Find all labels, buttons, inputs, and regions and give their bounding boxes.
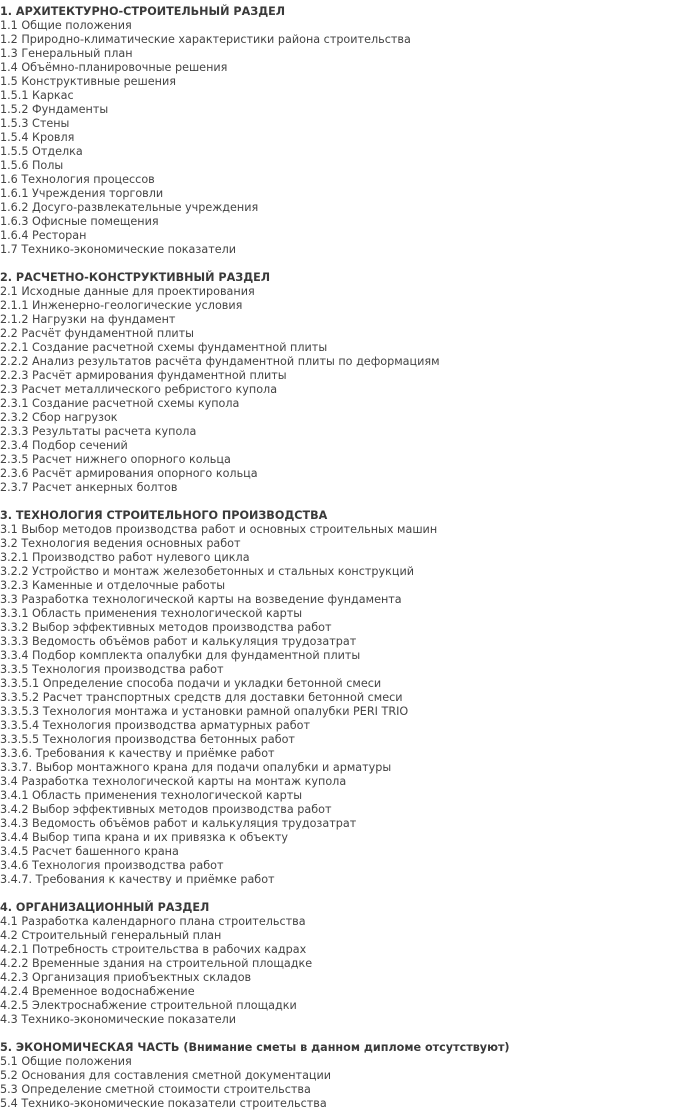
toc-item: 3.3.5.3 Технология монтажа и установки рамной опалубки PERI TRIO	[0, 705, 409, 718]
section-title: 4. ОРГАНИЗАЦИОННЫЙ РАЗДЕЛ	[0, 901, 210, 914]
toc-item: 4.2.3 Организация приобъектных складов	[0, 971, 252, 984]
toc-item: 2.3.7 Расчет анкерных болтов	[0, 481, 178, 494]
toc-item: 4.2 Строительный генеральный план	[0, 929, 222, 942]
toc-item: 3.1 Выбор методов производства работ и основных строительных машин	[0, 523, 438, 536]
toc-item: 1.5.6 Полы	[0, 159, 64, 172]
toc-item: 1.2 Природно-климатические характеристики района строительства	[0, 33, 411, 46]
toc-item: 2.3.4 Подбор сечений	[0, 439, 128, 452]
toc-item: 1.5.5 Отделка	[0, 145, 83, 158]
toc-item: 3.4.1 Область применения технологической карты	[0, 789, 303, 802]
toc-item: 3.4.3 Ведомость объёмов работ и калькуляция трудозатрат	[0, 817, 357, 830]
toc-item: 2.3.6 Расчёт армирования опорного кольца	[0, 467, 258, 480]
toc-item: 2.2 Расчёт фундаментной плиты	[0, 327, 194, 340]
toc-item: 1.6.3 Офисные помещения	[0, 215, 159, 228]
toc-section-1	[0, 4, 700, 257]
toc-item: 3.4.6 Технология производства работ	[0, 859, 224, 872]
toc-section-5	[0, 1040, 700, 1111]
toc-item: 1.5 Конструктивные решения	[0, 75, 176, 88]
toc-item: 1.6 Технология процессов	[0, 173, 155, 186]
toc-item: 3.3.4 Подбор комплекта опалубки для фундаментной плиты	[0, 649, 361, 662]
toc-item: 1.7 Технико-экономические показатели	[0, 243, 237, 256]
toc-item: 3.3.5 Технология производства работ	[0, 663, 224, 676]
toc-item: 2.3.2 Сбор нагрузок	[0, 411, 118, 424]
section-title: 2. РАСЧЕТНО-КОНСТРУКТИВНЫЙ РАЗДЕЛ	[0, 271, 271, 284]
toc-item: 1.3 Генеральный план	[0, 47, 133, 60]
toc-item: 4.2.2 Временные здания на строительной площадке	[0, 957, 313, 970]
toc-item: 1.5.1 Каркас	[0, 89, 74, 102]
toc-item: 2.1 Исходные данные для проектирования	[0, 285, 255, 298]
toc-item: 3.3 Разработка технологической карты на возведение фундамента	[0, 593, 402, 606]
toc-item: 1.6.1 Учреждения торговли	[0, 187, 164, 200]
toc-item: 3.2.3 Каменные и отделочные работы	[0, 579, 226, 592]
section-title: 3. ТЕХНОЛОГИЯ СТРОИТЕЛЬНОГО ПРОИЗВОДСТВА	[0, 509, 328, 522]
toc-item: 2.3.3 Результаты расчета купола	[0, 425, 197, 438]
toc-item: 3.4.4 Выбор типа крана и их привязка к объекту	[0, 831, 289, 844]
toc-item: 3.4 Разработка технологической карты на монтаж купола	[0, 775, 347, 788]
toc-item: 2.3.5 Расчет нижнего опорного кольца	[0, 453, 231, 466]
toc-item: 1.5.4 Кровля	[0, 131, 75, 144]
toc-item: 3.2 Технология ведения основных работ	[0, 537, 241, 550]
toc-item: 3.2.2 Устройство и монтаж железобетонных и стальных конструкций	[0, 565, 415, 578]
toc-item: 3.3.5.2 Расчет транспортных средств для доставки бетонной смеси	[0, 691, 403, 704]
toc-item: 3.3.6. Требования к качеству и приёмке работ	[0, 747, 275, 760]
toc-item: 3.3.5.5 Технология производства бетонных работ	[0, 733, 295, 746]
toc-section-3	[0, 508, 700, 887]
toc-item: 4.2.4 Временное водоснабжение	[0, 985, 195, 998]
toc-item: 5.1 Общие положения	[0, 1055, 132, 1068]
toc-section-4	[0, 900, 700, 1027]
toc-item: 2.1.2 Нагрузки на фундамент	[0, 313, 176, 326]
toc-item: 5.2 Основания для составления сметной документации	[0, 1069, 332, 1082]
toc-item: 3.4.5 Расчет башенного крана	[0, 845, 179, 858]
toc-item: 5.4 Технико-экономические показатели строительства	[0, 1097, 327, 1110]
section-title: 5. ЭКОНОМИЧЕСКАЯ ЧАСТЬ (Внимание сметы в данном дипломе отсутствуют)	[0, 1041, 510, 1054]
toc-item: 2.3.1 Создание расчетной схемы купола	[0, 397, 240, 410]
toc-item: 1.5.2 Фундаменты	[0, 103, 109, 116]
toc-item: 2.1.1 Инженерно-геологические условия	[0, 299, 243, 312]
toc-item: 4.1 Разработка календарного плана строительства	[0, 915, 306, 928]
toc-section-2	[0, 270, 700, 495]
toc-item: 2.2.3 Расчёт армирования фундаментной плиты	[0, 369, 287, 382]
toc-item: 4.2.5 Электроснабжение строительной площадки	[0, 999, 297, 1012]
toc-item: 5.3 Определение сметной стоимости строительства	[0, 1083, 311, 1096]
toc-item: 2.2.2 Анализ результатов расчёта фундаментной плиты по деформациям	[0, 355, 440, 368]
toc-item: 1.4 Объёмно-планировочные решения	[0, 61, 228, 74]
toc-item: 3.3.5.4 Технология производства арматурных работ	[0, 719, 310, 732]
toc-item: 2.2.1 Создание расчетной схемы фундаментной плиты	[0, 341, 328, 354]
toc-item: 1.6.2 Досуго-развлекательные учреждения	[0, 201, 259, 214]
toc-item: 3.4.2 Выбор эффективных методов производства работ	[0, 803, 332, 816]
toc-item: 4.2.1 Потребность строительства в рабочих кадрах	[0, 943, 307, 956]
toc-item: 3.4.7. Требования к качеству и приёмке работ	[0, 873, 275, 886]
toc-item: 2.3 Расчет металлического ребристого купола	[0, 383, 278, 396]
toc-item: 3.3.1 Область применения технологической карты	[0, 607, 303, 620]
toc-item: 3.2.1 Производство работ нулевого цикла	[0, 551, 250, 564]
toc-item: 1.5.3 Стены	[0, 117, 70, 130]
toc-item: 3.3.3 Ведомость объёмов работ и калькуляция трудозатрат	[0, 635, 357, 648]
toc-item: 3.3.5.1 Определение способа подачи и укладки бетонной смеси	[0, 677, 382, 690]
section-title: 1. АРХИТЕКТУРНО-СТРОИТЕЛЬНЫЙ РАЗДЕЛ	[0, 5, 286, 18]
toc-item: 1.1 Общие положения	[0, 19, 132, 32]
toc-item: 3.3.2 Выбор эффективных методов производства работ	[0, 621, 332, 634]
toc-item: 1.6.4 Ресторан	[0, 229, 87, 242]
toc-item: 4.3 Технико-экономические показатели	[0, 1013, 237, 1026]
toc-item: 3.3.7. Выбор монтажного крана для подачи опалубки и арматуры	[0, 761, 392, 774]
